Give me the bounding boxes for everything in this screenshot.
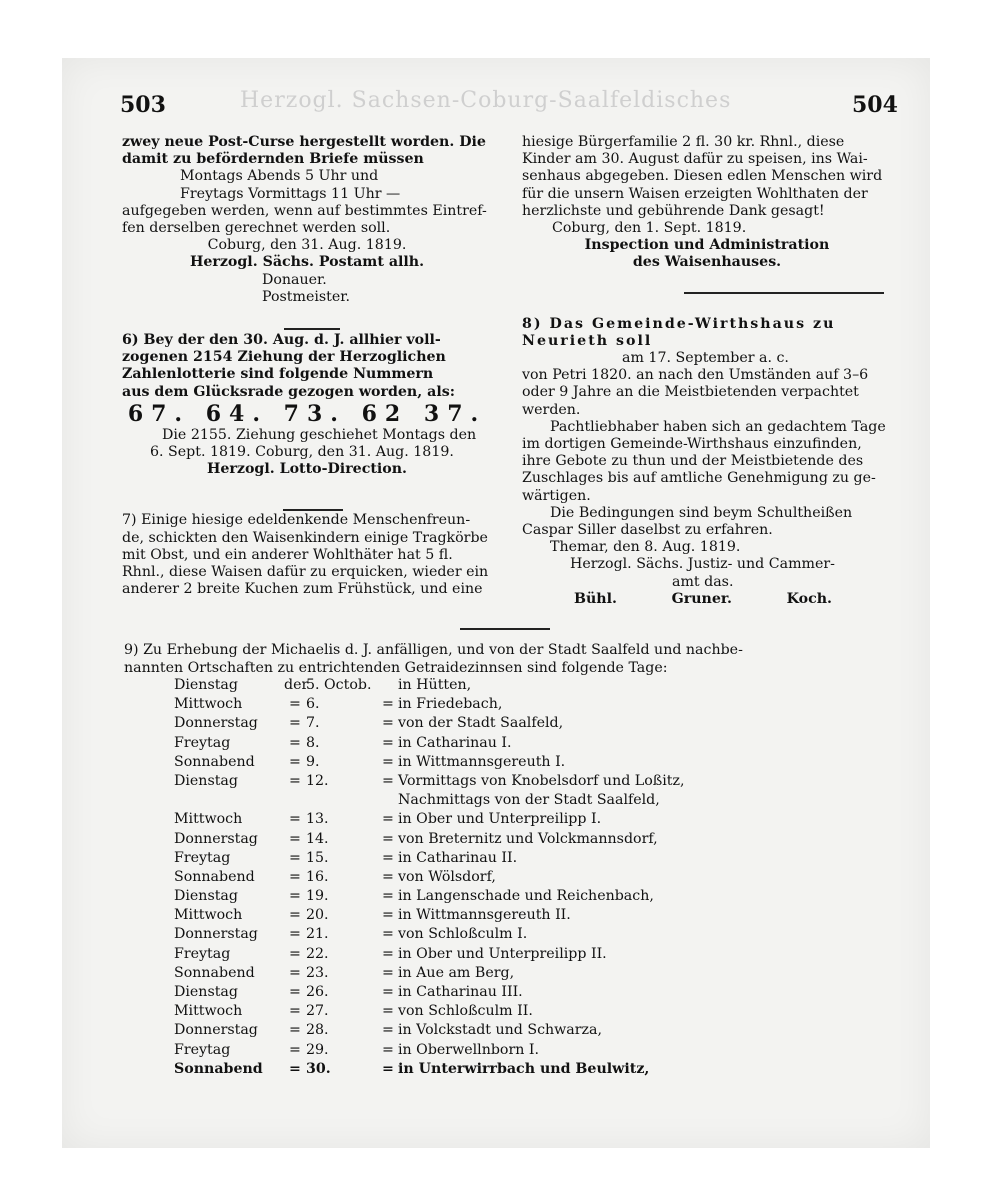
ditto-mark: =	[382, 984, 394, 1000]
ditto-mark: =	[382, 1060, 394, 1077]
schedule-date: 8.	[306, 734, 320, 751]
table-row	[174, 849, 818, 868]
ditto-mark: =	[382, 696, 394, 713]
ditto-mark: =	[382, 811, 394, 828]
table-row	[174, 945, 818, 964]
schedule-date: 16.	[306, 868, 329, 885]
schedule-day: Donnerstag	[174, 926, 258, 943]
signature-koch: Koch.	[786, 590, 832, 607]
schedule-place: in Catharinau I.	[398, 734, 512, 751]
text-line: Montags Abends 5 Uhr und	[180, 168, 379, 185]
schedule-place: in Wittmannsgereuth I.	[398, 753, 566, 770]
text-line: Kinder am 30. August dafür zu speisen, ins Wai-	[522, 151, 868, 168]
schedule-day: Freytag	[174, 945, 231, 962]
schedule-place: in Hütten,	[398, 677, 472, 693]
notice-8-line: von Petri 1820. an nach den Umständen auf 3–6	[522, 367, 869, 384]
schedule-day: Freytag	[174, 1041, 231, 1058]
page-number-right: 504	[852, 92, 898, 118]
schedule-date: 22.	[306, 945, 329, 962]
signature-office: Inspection und Administration	[584, 237, 830, 254]
notice-8-line: am 17. September a. c.	[622, 350, 789, 367]
notice-7-line: mit Obst, und ein anderer Wohlthäter hat 5 fl.	[122, 546, 453, 563]
schedule-date: 30.	[306, 1060, 331, 1077]
table-row	[174, 772, 818, 791]
place-date: Themar, den 8. Aug. 1819.	[550, 539, 741, 556]
text-line: aufgegeben werden, wenn auf bestimmtes Eintref-	[122, 202, 487, 219]
text-line: für die unsern Waisen erzeigten Wohlthaten der	[522, 185, 868, 202]
notice-6-line: Die 2155. Ziehung geschiehet Montags den	[162, 426, 477, 443]
schedule-day: Dienstag	[174, 888, 238, 905]
table-row	[174, 1021, 818, 1040]
ditto-mark: =	[382, 830, 394, 847]
signature-office: amt das.	[672, 573, 734, 590]
signatures-row	[522, 591, 892, 608]
lottery-numbers: 67. 64. 73. 62 37.	[127, 400, 487, 427]
table-row	[174, 964, 818, 983]
ditto-mark: =	[289, 945, 301, 962]
ditto-mark: =	[289, 696, 301, 713]
ditto-mark: =	[289, 811, 301, 828]
schedule-day: Sonnabend	[174, 1060, 263, 1077]
ditto-mark: =	[289, 715, 301, 732]
schedule-date: 12.	[306, 772, 329, 789]
schedule-day: Mittwoch	[174, 1003, 243, 1020]
signature-office: Herzogl. Sächs. Justiz- und Cammer-	[570, 556, 835, 573]
divider-rule	[684, 292, 884, 294]
ditto-mark: =	[382, 907, 394, 924]
schedule-place: von Schloßculm I.	[398, 926, 528, 943]
signature-buehl: Bühl.	[574, 590, 617, 607]
schedule-date: 28.	[306, 1022, 329, 1039]
notice-8-line: oder 9 Jahre an die Meistbietenden verpachtet	[522, 384, 859, 401]
notice-6-line: 6. Sept. 1819. Coburg, den 31. Aug. 1819.	[150, 444, 454, 461]
lotto-direction-signature: Herzogl. Lotto-Direction.	[206, 461, 407, 478]
schedule-place: in Unterwirrbach und Beulwitz,	[398, 1060, 650, 1077]
schedule-day: Sonnabend	[174, 964, 255, 981]
schedule-date: 9.	[306, 753, 320, 770]
notice-8-line: Die Bedingungen sind beym Schultheißen	[550, 504, 853, 521]
schedule-date: 20.	[306, 907, 329, 924]
ditto-mark: =	[382, 945, 394, 962]
table-row	[174, 868, 818, 887]
schedule-place: von Schloßculm II.	[398, 1003, 533, 1020]
divider-rule	[283, 509, 343, 511]
ditto-mark: =	[289, 888, 301, 905]
text-line: damit zu befördernden Briefe müssen	[122, 151, 424, 168]
ditto-mark: =	[289, 753, 301, 770]
table-row	[174, 1060, 818, 1079]
ditto-mark: =	[289, 734, 301, 751]
schedule-date: 5. Octob.	[306, 677, 372, 693]
notice-6-line: 6) Bey der den 30. Aug. d. J. allhier voll-	[122, 332, 441, 349]
ditto-mark: =	[289, 1003, 301, 1020]
table-row	[174, 714, 818, 733]
schedule-date: 23.	[306, 964, 329, 981]
ditto-mark: =	[382, 849, 394, 866]
table-row	[174, 1041, 818, 1060]
ditto-mark: =	[382, 926, 394, 943]
divider-rule	[460, 628, 550, 630]
ditto-mark: =	[289, 830, 301, 847]
schedule-heading	[124, 642, 884, 677]
ditto-mark: =	[289, 1022, 301, 1039]
signature-gruner: Gruner.	[671, 590, 732, 607]
schedule-place: in Wittmannsgereuth II.	[398, 907, 571, 924]
signature-name: Donauer.	[262, 271, 327, 288]
schedule-place: in Catharinau II.	[398, 849, 518, 866]
schedule-date: 15.	[306, 849, 329, 866]
ditto-mark: =	[382, 753, 394, 770]
text-line: senhaus abgegeben. Diesen edlen Menschen wird	[522, 168, 883, 185]
table-row	[174, 791, 818, 810]
table-row	[174, 810, 818, 829]
notice-8-line: Caspar Siller daselbst zu erfahren.	[522, 522, 773, 539]
ditto-mark: =	[382, 1041, 394, 1058]
bleed-through-header: Herzogl. Sachsen-Coburg-Saalfeldisches	[240, 88, 732, 113]
signature-title: Postmeister.	[262, 288, 350, 305]
ditto-mark	[378, 676, 398, 695]
ditto-mark: =	[382, 734, 394, 751]
ditto-mark: =	[382, 715, 394, 732]
notice-8-line: 8) Das Gemeinde-Wirthshaus zu	[522, 315, 836, 332]
ditto-mark: =	[289, 849, 301, 866]
schedule-day: Freytag	[174, 734, 231, 751]
schedule-day: Sonnabend	[174, 753, 255, 770]
left-column	[122, 134, 492, 598]
ditto-mark: der	[284, 677, 309, 693]
schedule-date: 21.	[306, 926, 329, 943]
notice-7-line: de, schickten den Waisenkindern einige Tragkörbe	[122, 529, 488, 546]
place-date: Coburg, den 31. Aug. 1819.	[207, 237, 407, 254]
ditto-mark: =	[289, 964, 301, 981]
notice-6-line: Zahlenlotterie sind folgende Nummern	[122, 366, 434, 383]
text-line: hiesige Bürgerfamilie 2 fl. 30 kr. Rhnl., diese	[522, 134, 845, 150]
notice-7-line: 7) Einige hiesige edeldenkende Menschenfreun-	[122, 512, 471, 529]
table-row	[174, 1002, 818, 1021]
signature-office: des Waisenhauses.	[632, 254, 782, 271]
ditto-mark: =	[289, 984, 301, 1000]
schedule-place: in Catharinau III.	[398, 984, 523, 1000]
schedule-date	[306, 791, 378, 810]
ditto-mark: =	[382, 1003, 394, 1020]
notice-7-line: anderer 2 breite Kuchen zum Frühstück, und eine	[122, 581, 483, 598]
ditto-mark: =	[382, 964, 394, 981]
schedule-place: von Wölsdorf,	[398, 868, 496, 885]
table-row	[174, 925, 818, 944]
schedule-day: Mittwoch	[174, 907, 243, 924]
schedule-day: Dienstag	[174, 772, 238, 789]
ditto-mark: =	[289, 1060, 301, 1077]
notice-8-line: wärtigen.	[522, 487, 591, 504]
schedule-date: 27.	[306, 1003, 329, 1020]
notice-7-line: Rhnl., diese Waisen dafür zu erquicken, wieder ein	[122, 564, 489, 581]
schedule-day	[174, 791, 284, 810]
table-row	[174, 734, 818, 753]
schedule-place: in Aue am Berg,	[398, 964, 515, 981]
ditto-mark: =	[382, 868, 394, 885]
text-line: herzlichste und gebührende Dank gesagt!	[522, 202, 825, 219]
schedule-date: 13.	[306, 811, 329, 828]
schedule-place: in Ober und Unterpreilipp II.	[398, 945, 607, 962]
schedule-place: in Langenschade und Reichenbach,	[398, 888, 654, 905]
schedule-heading-line: 9) Zu Erhebung der Michaelis d. J. anfälligen, und von der Stadt Saalfeld und nachbe-	[124, 642, 743, 658]
schedule-heading-line: nannten Ortschaften zu entrichtenden Getraidezinnsen sind folgende Tage:	[124, 659, 668, 676]
schedule-date: 29.	[306, 1041, 329, 1058]
schedule-date: 14.	[306, 830, 329, 847]
text-line: zwey neue Post-Curse hergestellt worden. Die	[122, 134, 486, 150]
ditto-mark	[378, 791, 398, 810]
text-line: Freytags Vormittags 11 Uhr —	[180, 185, 401, 202]
notice-8-line: ihre Gebote zu thun und der Meistbietende des	[522, 453, 864, 470]
table-row	[174, 676, 818, 695]
notice-8-line: Zuschlages bis auf amtliche Genehmigung zu ge-	[522, 470, 876, 487]
table-row	[174, 887, 818, 906]
schedule-day: Dienstag	[174, 677, 238, 693]
schedule-place: in Friedebach,	[398, 696, 503, 713]
ditto-mark: =	[289, 926, 301, 943]
schedule-date: 6.	[306, 696, 320, 713]
page-number-left: 503	[120, 92, 166, 118]
table-row	[174, 753, 818, 772]
schedule-day: Freytag	[174, 849, 231, 866]
ditto-mark: =	[382, 1022, 394, 1039]
table-row	[174, 695, 818, 714]
table-row	[174, 830, 818, 849]
notice-8-line: Pachtliebhaber haben sich an gedachtem Tage	[550, 418, 886, 435]
table-row	[174, 983, 818, 1002]
text-line: fen derselben gerechnet werden soll.	[122, 220, 391, 237]
table-row	[174, 906, 818, 925]
schedule-place: Nachmittags von der Stadt Saalfeld,	[398, 792, 660, 809]
schedule-place: in Ober und Unterpreilipp I.	[398, 811, 602, 828]
schedule-place: von Breternitz und Volckmannsdorf,	[398, 830, 658, 847]
ditto-mark: =	[289, 907, 301, 924]
schedule-day: Donnerstag	[174, 830, 258, 847]
notice-8-line: im dortigen Gemeinde-Wirthshaus einzufinden,	[522, 436, 862, 453]
notice-6-line: aus dem Glücksrade gezogen worden, als:	[122, 383, 455, 400]
schedule-place: in Oberwellnborn I.	[398, 1041, 539, 1058]
schedule-day: Mittwoch	[174, 696, 243, 713]
signature-office: Herzogl. Sächs. Postamt allh.	[189, 254, 425, 271]
place-date: Coburg, den 1. Sept. 1819.	[552, 220, 747, 237]
schedule-date: 26.	[306, 984, 329, 1000]
ditto-mark	[284, 791, 306, 810]
right-column	[522, 134, 892, 608]
schedule-table	[174, 676, 818, 1079]
schedule-place: von der Stadt Saalfeld,	[398, 715, 564, 732]
ditto-mark: =	[382, 772, 394, 789]
schedule-place: Vormittags von Knobelsdorf und Loßitz,	[398, 772, 685, 789]
notice-6-line: zogenen 2154 Ziehung der Herzoglichen	[122, 349, 446, 366]
schedule-place: in Volckstadt und Schwarza,	[398, 1022, 602, 1039]
divider-rule	[284, 328, 340, 330]
ditto-mark: =	[382, 888, 394, 905]
ditto-mark: =	[289, 1041, 301, 1058]
schedule-date: 7.	[306, 715, 320, 732]
ditto-mark: =	[289, 772, 301, 789]
notice-8-line: werden.	[522, 401, 581, 418]
schedule-day: Dienstag	[174, 984, 238, 1000]
schedule-day: Mittwoch	[174, 811, 243, 828]
ditto-mark: =	[289, 868, 301, 885]
schedule-date: 19.	[306, 888, 329, 905]
schedule-day: Donnerstag	[174, 715, 258, 732]
schedule-day: Sonnabend	[174, 868, 255, 885]
notice-8-line: Neurieth soll	[522, 332, 653, 349]
schedule-day: Donnerstag	[174, 1022, 258, 1039]
